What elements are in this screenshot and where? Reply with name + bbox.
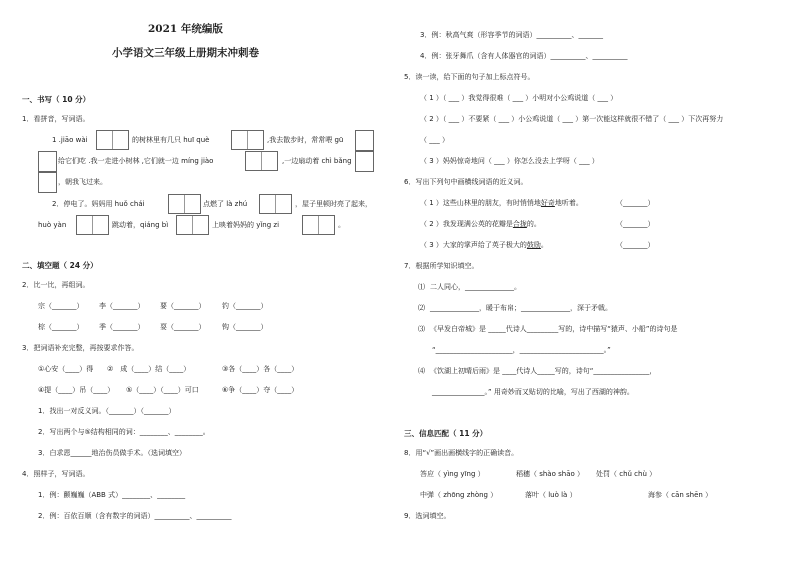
question-6: 6．写出下列句中画横线词语的近义词。 — [404, 178, 528, 186]
compare-item: 棕（_______） — [38, 323, 84, 331]
item-number: ⑵ — [418, 304, 425, 312]
underlined-word: 鼓励 — [526, 241, 541, 249]
section-fill-blank: 二、填空题（ 24 分） — [22, 261, 98, 270]
sentence-text: 。 — [540, 241, 548, 249]
pinyin-text: 的树林里有几只 huī què — [132, 136, 210, 144]
example-item: 1．例：颤巍巍（ABB 式）________、________ — [38, 491, 186, 499]
pinyin-text: 2．停电了。妈妈用 huǒ chái — [52, 200, 145, 208]
pronunciation-item: 中弹（ zhōng zhòng ） — [420, 491, 498, 499]
punctuation-item: （ 1 ）（ ___ ）我觉得很难（ ___ ）小明对小公鸡说道（ ___ ） — [420, 94, 618, 102]
pinyin-text: huò yàn — [38, 221, 67, 229]
idiom-item: ⑤（____）（____）可口 — [126, 386, 199, 394]
punctuation-item: （ 3 ）妈妈惊奇地问（ ___ ）你怎么没去上学呀（ ___ ） — [420, 157, 599, 165]
sub-question: 1．找出一对反义词。（_______）（_______） — [38, 407, 176, 415]
answer-blank: （_______） — [616, 199, 655, 207]
item-number: ⑴ — [418, 283, 425, 291]
char-grid[interactable] — [245, 151, 278, 171]
compare-item: 耍（_______） — [160, 323, 206, 331]
knowledge-item: 《饮湖上初晴后雨》是 ____代诗人_____写的，诗句“________________， — [430, 367, 657, 375]
example-item: 2．例：百依百顺（含有数字的词语）__________、__________ — [38, 512, 232, 520]
question-8: 8．用“√”画出画横线字的正确读音。 — [404, 449, 519, 457]
period: 。 — [338, 221, 345, 229]
knowledge-item: “______________________，________________________。” — [432, 346, 611, 354]
sub-question: 2．写出两个与⑤结构相同的词：________、________。 — [38, 428, 210, 436]
compare-item: 钩（_______） — [222, 323, 268, 331]
knowledge-item: 《早发白帝城》是 _____代诗人_________写的，诗中描写“猿声、小船”的诗句是 — [430, 325, 678, 333]
example-item: 4．例：张牙舞爪（含有人体器官的词语）__________、__________ — [420, 52, 628, 60]
knowledge-item: 二人同心，______________。 — [430, 283, 521, 291]
char-grid[interactable] — [259, 194, 292, 214]
pronunciation-item: 处罚（ chǔ chù ） — [596, 470, 657, 478]
compare-item: 要（_______） — [160, 302, 206, 310]
sub-question: 3．白求恩______地治伤员做手术。（选词填空） — [38, 449, 186, 457]
synonym-item — [420, 242, 548, 249]
compare-item: 季（_______） — [99, 323, 145, 331]
question-2: 2．比一比，再组词。 — [22, 281, 90, 289]
page-title-year: 2021 年统编版 — [148, 23, 223, 35]
knowledge-item: _______________。” 用奇妙而又贴切的比喻，写出了西湖的神韵。 — [432, 388, 634, 396]
synonym-item — [420, 200, 583, 207]
pinyin-text: 点燃了 là zhú — [203, 200, 248, 208]
section-matching: 三、信息匹配（ 11 分） — [404, 429, 488, 438]
idiom-item: ①心安（____）得 — [38, 365, 94, 373]
pinyin-text: ,一边扇动着 chì bǎng — [282, 157, 352, 165]
pronunciation-item: 落叶（ luò là ） — [525, 491, 577, 499]
char-grid[interactable] — [355, 130, 374, 151]
knowledge-item: ______________，暖于布帛；______________，深于矛戟。 — [430, 304, 612, 312]
pinyin-text: ,我去散步时，常常喂 gū — [267, 136, 344, 144]
char-grid[interactable] — [176, 215, 209, 235]
char-grid[interactable] — [231, 130, 264, 150]
pronunciation-item: 答应（ yìng yīng ） — [420, 470, 485, 478]
sentence-text: （ 2 ）我发现满公英的花瓣是 — [420, 220, 513, 228]
sentence-text: （ 3 ）大家的掌声给了英子极大的 — [420, 241, 527, 249]
char-grid[interactable] — [76, 215, 109, 235]
pronunciation-item: 稻穗（ shào shāo ） — [516, 470, 584, 478]
idiom-item: ④提（____）吊（____） — [38, 386, 115, 394]
char-grid[interactable] — [38, 151, 57, 172]
pinyin-text: ，屋子里顿时亮了起来， — [295, 200, 372, 208]
question-5: 5．读一读，给下面的句子加上标点符号。 — [404, 73, 535, 81]
sentence-text: 的。 — [526, 220, 541, 228]
section-writing: 一、书写（ 10 分） — [22, 95, 91, 104]
question-9: 9．选词填空。 — [404, 512, 451, 520]
punctuation-item: （ 2 ）（ ___ ）不要紧（ ___ ）小公鸡说道（ ___ ）第一次能这样就很不错了（ ___ ）下次再努力 — [420, 115, 724, 123]
item-number: ⑷ — [418, 367, 425, 375]
question-3: 3．把词语补充完整，再按要求作答。 — [22, 344, 139, 352]
question-4: 4．照样子，写词语。 — [22, 470, 90, 478]
char-grid[interactable] — [96, 130, 129, 150]
underlined-word: 合拢 — [512, 220, 527, 228]
answer-blank: （_______） — [616, 241, 655, 249]
compare-item: 李（_______） — [99, 302, 145, 310]
punctuation-item: （ ___ ） — [420, 136, 449, 144]
question-1: 1．看拼音，写词语。 — [22, 115, 90, 123]
sentence-text: 地听着。 — [554, 199, 583, 207]
pinyin-text: 上映着妈妈的 yǐng zi — [212, 221, 280, 229]
answer-blank: （_______） — [616, 220, 655, 228]
question-7: 7．根据所学知识填空。 — [404, 262, 479, 270]
char-grid[interactable] — [38, 172, 57, 193]
pronunciation-item: 海参（ cān shēn ） — [648, 491, 713, 499]
example-item: 3．例：秋高气爽（形容季节的词语）__________、_______ — [420, 31, 603, 39]
char-grid[interactable] — [355, 151, 374, 172]
compare-item: 宗（_______） — [38, 302, 84, 310]
item-number: ⑶ — [418, 325, 425, 333]
char-grid[interactable] — [302, 215, 335, 235]
pinyin-text: 给它们吃 .我一走进小树林 ,它们就一边 míng jiào — [58, 157, 214, 165]
idiom-item: ③各（____）各（____） — [222, 365, 299, 373]
underlined-word: 好奇 — [540, 199, 555, 207]
synonym-item — [420, 221, 541, 228]
idiom-item: ② 成（____）结（____） — [107, 365, 191, 373]
page-title: 小学语文三年级上册期末冲刺卷 — [112, 47, 259, 59]
pinyin-text: 1 .jiāo wài — [52, 136, 88, 144]
char-grid[interactable] — [168, 194, 201, 214]
compare-item: 钓（_______） — [222, 302, 268, 310]
idiom-item: ⑥争（____）夺（____） — [222, 386, 299, 394]
sentence-text: （ 1 ）这些山林里的朋友，有时悄悄地 — [420, 199, 541, 207]
pinyin-text: 跳动着，qiáng bì — [112, 221, 169, 229]
pinyin-text: ，朝我飞过来。 — [58, 178, 107, 186]
